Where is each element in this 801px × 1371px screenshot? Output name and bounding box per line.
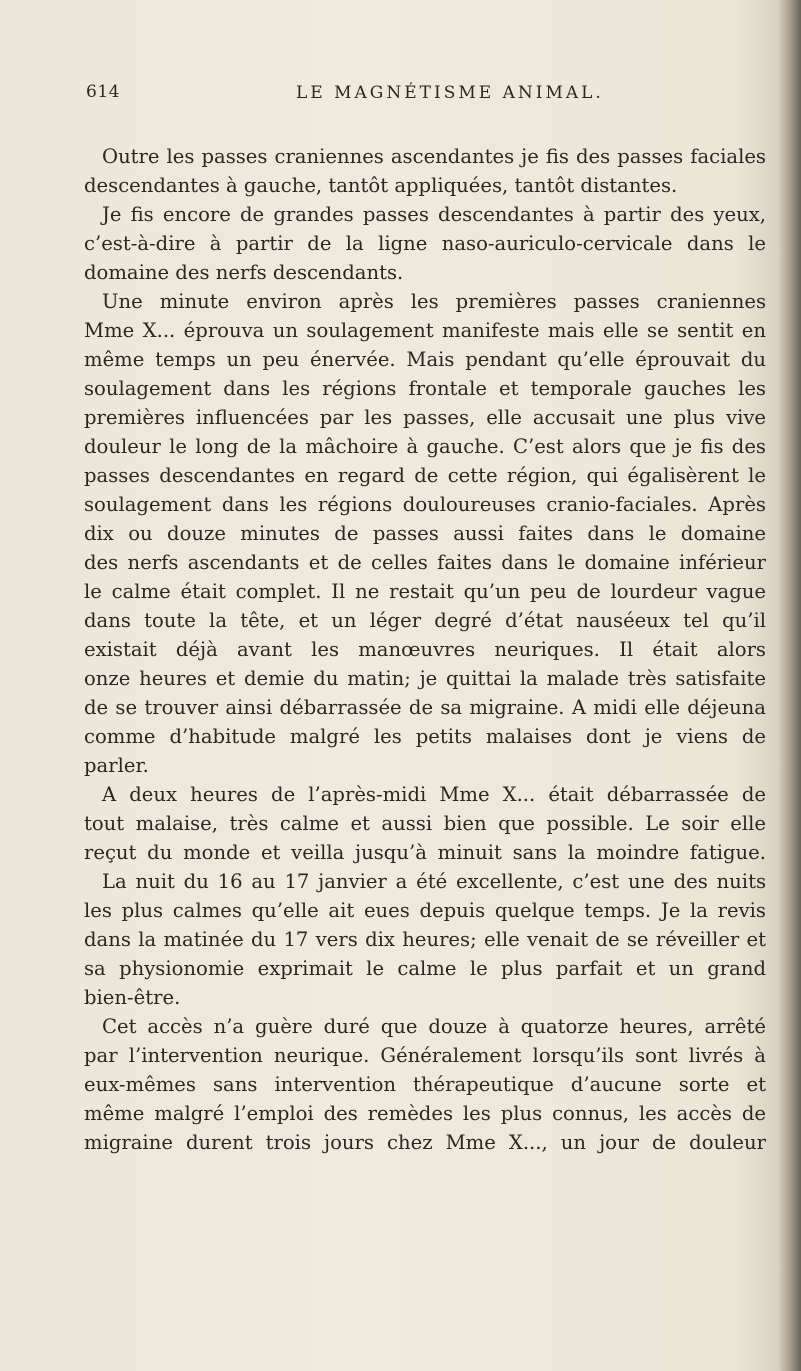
text-line: La nuit du 16 au 17 janvier a été excellente, c’est une des nuits — [102, 870, 766, 893]
text-line: Outre les passes craniennes ascendantes je fis des passes faciales — [102, 145, 766, 168]
text-line: existait déjà avant les manœuvres neuriques. Il était alors — [84, 638, 766, 661]
text-line: migraine durent trois jours chez Mme X..., un jour de douleur — [84, 1131, 766, 1154]
text-line: tout malaise, très calme et aussi bien que possible. Le soir elle — [84, 812, 766, 835]
text-line: même temps un peu énervée. Mais pendant qu’elle éprouvait du — [84, 348, 766, 371]
text-line: bien-être. — [84, 986, 181, 1009]
text-line: par l’intervention neurique. Généralement lorsqu’ils sont livrés à — [84, 1044, 766, 1067]
text-line: le calme était complet. Il ne restait qu’un peu de lourdeur vague — [84, 580, 766, 603]
text-line: sa physionomie exprimait le calme le plus parfait et un grand — [84, 957, 766, 980]
page-edge-shadow — [779, 0, 801, 1371]
running-title: LE MAGNÉTISME ANIMAL. — [296, 83, 604, 103]
text-line: parler. — [84, 754, 149, 777]
text-line: Une minute environ après les premières passes craniennes — [102, 290, 766, 313]
text-line: premières influencées par les passes, elle accusait une plus vive — [84, 406, 766, 429]
text-line: dans la matinée du 17 vers dix heures; elle venait de se réveiller et — [84, 928, 766, 951]
text-line: douleur le long de la mâchoire à gauche. C’est alors que je fis des — [84, 435, 766, 458]
text-line: soulagement dans les régions frontale et temporale gauches les — [84, 377, 766, 400]
text-line: Mme X... éprouva un soulagement manifeste mais elle se sentit en — [84, 319, 766, 342]
text-line: dans toute la tête, et un léger degré d’état nauséeux tel qu’il — [84, 609, 766, 632]
text-line: soulagement dans les régions douloureuses cranio-faciales. Après — [84, 493, 766, 516]
page-number: 614 — [86, 82, 120, 102]
text-line: descendantes à gauche, tantôt appliquées, tantôt distantes. — [84, 174, 678, 197]
text-line: Cet accès n’a guère duré que douze à quatorze heures, arrêté — [102, 1015, 766, 1038]
text-line: les plus calmes qu’elle ait eues depuis quelque temps. Je la revis — [84, 899, 766, 922]
text-line: passes descendantes en regard de cette région, qui égalisèrent le — [84, 464, 766, 487]
text-line: comme d’habitude malgré les petits malaises dont je viens de — [84, 725, 766, 748]
text-line: onze heures et demie du matin; je quittai la malade très satisfaite — [84, 667, 766, 690]
text-line: c’est-à-dire à partir de la ligne naso-auriculo-cervicale dans le — [84, 232, 766, 255]
text-line: Je fis encore de grandes passes descendantes à partir des yeux, — [102, 203, 766, 226]
running-head — [86, 82, 766, 112]
text-line: dix ou douze minutes de passes aussi faites dans le domaine — [84, 522, 766, 545]
text-line: reçut du monde et veilla jusqu’à minuit sans la moindre fatigue. — [84, 841, 766, 864]
text-line: même malgré l’emploi des remèdes les plus connus, les accès de — [84, 1102, 766, 1125]
text-line: de se trouver ainsi débarrassée de sa migraine. A midi elle déjeuna — [84, 696, 766, 719]
text-line: des nerfs ascendants et de celles faites dans le domaine inférieur — [84, 551, 766, 574]
text-line: A deux heures de l’après-midi Mme X... était débarrassée de — [102, 783, 766, 806]
body-text — [84, 142, 766, 1157]
text-line: eux-mêmes sans intervention thérapeutique d’aucune sorte et — [84, 1073, 766, 1096]
text-line: domaine des nerfs descendants. — [84, 261, 404, 284]
